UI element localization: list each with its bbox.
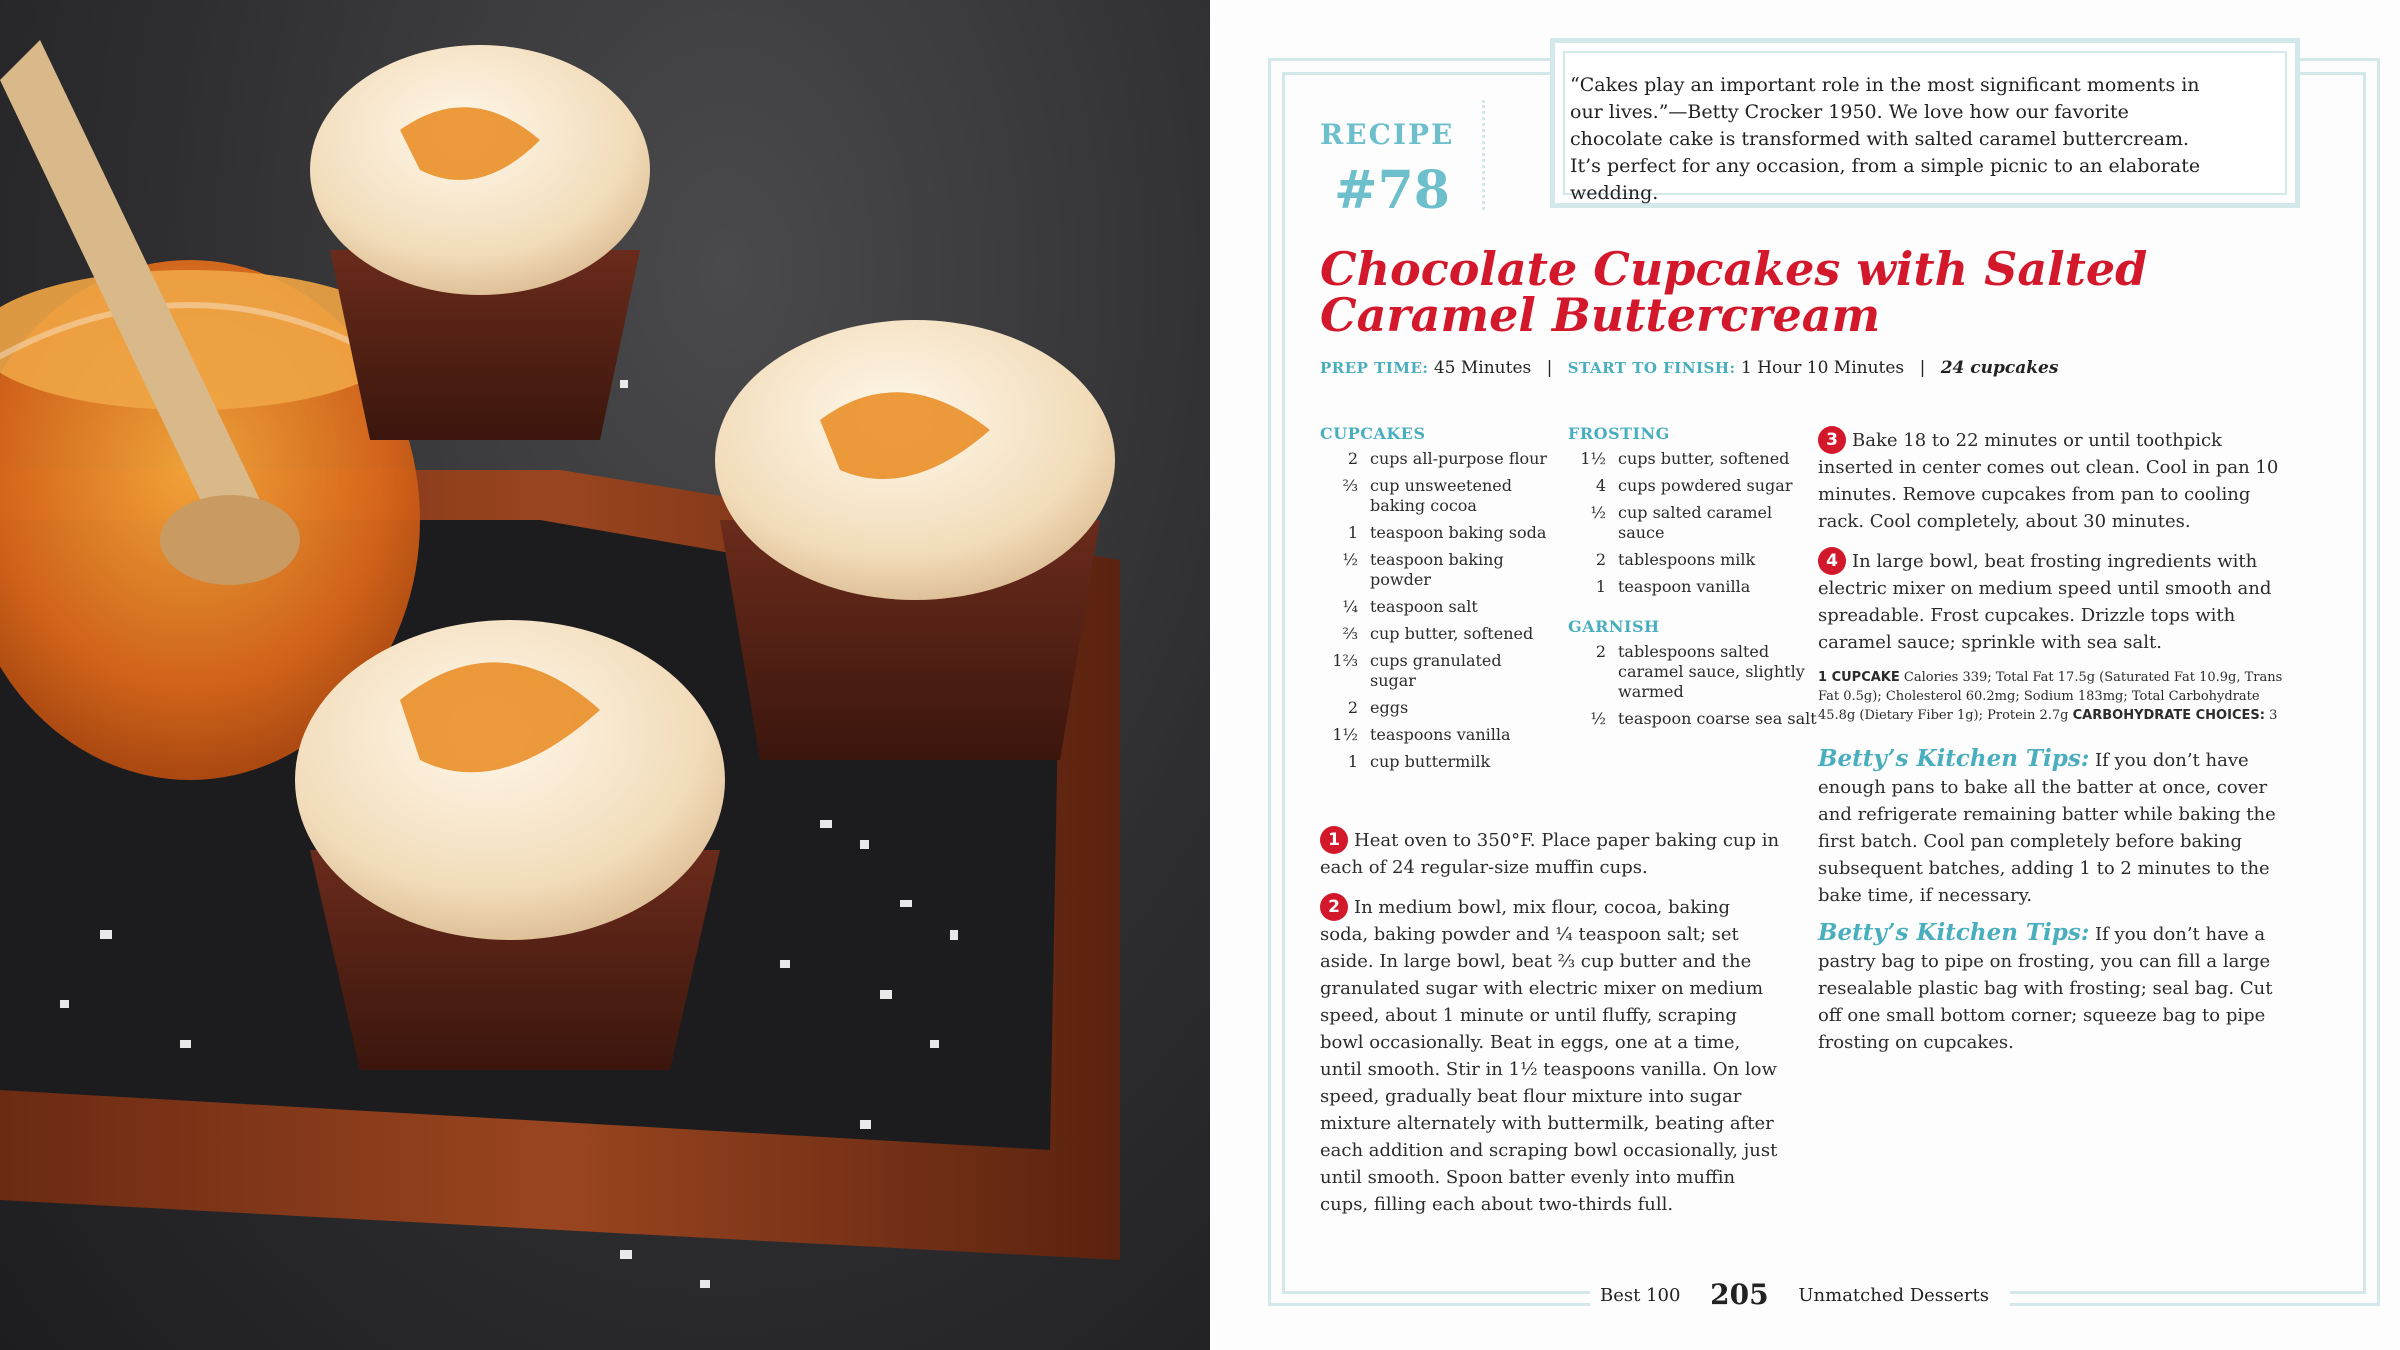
ingredient-text: teaspoon vanilla: [1618, 577, 1751, 596]
ingredient-row: [1568, 503, 1818, 543]
nutrition-label: 1 CUPCAKE: [1818, 670, 1900, 685]
ingredient-text: cup butter, softened: [1370, 624, 1534, 643]
ingredient-text: cups butter, softened: [1618, 449, 1790, 468]
cupcakes-ingredients: [1320, 424, 1550, 779]
ingredient-qty: ½: [1590, 709, 1606, 728]
step-number-badge: 4: [1818, 547, 1846, 575]
ingredient-text: teaspoon baking powder: [1370, 550, 1504, 589]
ingredient-row: [1568, 642, 1818, 702]
finish-time-value: 1 Hour 10 Minutes: [1741, 358, 1905, 378]
ingredient-row: [1320, 752, 1550, 772]
ingredient-qty: 2: [1347, 449, 1358, 468]
cupcake-back: [310, 45, 650, 440]
page-footer: [1600, 1278, 1989, 1311]
ingredient-qty: 1⅔: [1332, 651, 1358, 670]
meta-separator: |: [1546, 358, 1553, 378]
ingredient-qty: 2: [1595, 550, 1606, 569]
step-number-badge: 2: [1320, 893, 1348, 921]
tip-text: If you don’t have a pastry bag to pipe on frosting, you can fill a large resealable plastic bag with frosting; seal bag. Cut off one small bottom corner; squeeze bag to pipe frosting on cupcakes.: [1818, 924, 2273, 1053]
frosting-heading: FROSTING: [1568, 424, 1670, 443]
ingredient-qty: 2: [1347, 698, 1358, 717]
tip-heading: Betty’s Kitchen Tips:: [1818, 745, 2090, 772]
dotted-divider: [1482, 100, 1485, 210]
step-text: In medium bowl, mix flour, cocoa, baking soda, baking powder and ¼ teaspoon salt; set aside. In large bowl, beat ⅔ cup butter and the granulated sugar with electric mixer on medium speed, about 1 minute or until fluffy, scraping bowl occasionally. Beat in eggs, one at a time, until smooth. Stir in 1½ teaspoons vanilla. On low speed, gradually beat flour mixture into sugar mixture alternately with buttermilk, beating after each addition and scraping bowl occasionally, just until smooth. Spoon batter evenly into muffin cups, filling each about two-thirds full.: [1320, 897, 1778, 1215]
recipe-page: [1210, 0, 2400, 1350]
ingredient-row: [1568, 709, 1818, 729]
spoon-bowl: [160, 495, 300, 585]
ingredient-row: [1568, 577, 1818, 597]
ingredient-text: cup salted caramel sauce: [1618, 503, 1773, 542]
meta-separator: |: [1919, 358, 1926, 378]
ingredient-qty: ⅔: [1342, 624, 1358, 643]
tip-heading: Betty’s Kitchen Tips:: [1818, 919, 2090, 946]
cupcake-front: [295, 620, 725, 1070]
ingredient-qty: ¼: [1342, 597, 1358, 616]
prep-time-label: PREP TIME:: [1320, 359, 1429, 377]
recipe-label: RECIPE: [1320, 118, 1455, 151]
finish-time-label: START TO FINISH:: [1567, 359, 1736, 377]
step-2: [1320, 893, 1780, 1218]
ingredient-qty: ⅔: [1342, 476, 1358, 495]
frosting-garnish-ingredients: [1568, 424, 1818, 736]
ingredient-row: [1320, 651, 1550, 691]
step-1: [1320, 826, 1780, 881]
page-number: 205: [1710, 1278, 1769, 1311]
ingredient-text: teaspoons vanilla: [1370, 725, 1511, 744]
ingredient-text: cups powdered sugar: [1618, 476, 1793, 495]
recipe-meta: [1320, 358, 2058, 378]
kitchen-tip-1: [1818, 745, 2298, 909]
ingredient-qty: 1: [1347, 523, 1358, 542]
ingredient-text: teaspoon salt: [1370, 597, 1478, 616]
ingredient-qty: 1: [1595, 577, 1606, 596]
carb-choices-label: CARBOHYDRATE CHOICES:: [2072, 708, 2265, 723]
ingredient-row: [1320, 624, 1550, 644]
ingredient-text: teaspoon coarse sea salt: [1618, 709, 1817, 728]
ingredient-qty: 4: [1595, 476, 1606, 495]
intro-quote: “Cakes play an important role in the most significant moments in our lives.”—Betty Crocker 1950. We love how our favorite chocolate cake is transformed with salted caramel buttercream. It’s perfect for any occasion, from a simple picnic to an elaborate wedding.: [1570, 74, 2201, 204]
steps-left-column: [1320, 826, 1780, 1230]
ingredient-text: cup unsweetened baking cocoa: [1370, 476, 1512, 515]
garnish-heading: GARNISH: [1568, 617, 1660, 636]
ingredient-qty: 2: [1595, 642, 1606, 661]
ingredient-row: [1320, 597, 1550, 617]
ingredient-qty: ½: [1590, 503, 1606, 522]
ingredient-text: eggs: [1370, 698, 1409, 717]
ingredient-qty: ½: [1342, 550, 1358, 569]
footer-book-title: Best 100: [1600, 1285, 1681, 1306]
ingredient-row: [1568, 449, 1818, 469]
step-3: [1818, 426, 2298, 535]
ingredient-row: [1320, 550, 1550, 590]
ingredient-text: tablespoons salted caramel sauce, slightly warmed: [1618, 642, 1805, 701]
step-text: In large bowl, beat frosting ingredients with electric mixer on medium speed until smooth and spreadable. Frost cupcakes. Drizzle tops with caramel sauce; sprinkle with sea salt.: [1818, 551, 2272, 653]
ingredient-row: [1320, 698, 1550, 718]
step-text: Bake 18 to 22 minutes or until toothpick inserted in center comes out clean. Cool in pan 10 minutes. Remove cupcakes from pan to cooling rack. Cool completely, about 30 minutes.: [1818, 430, 2279, 532]
cupcake-right: [715, 320, 1115, 760]
ingredient-text: cups granulated sugar: [1370, 651, 1502, 690]
cupcakes-heading: CUPCAKES: [1320, 424, 1426, 443]
step-number-badge: 3: [1818, 426, 1846, 454]
ingredient-text: cup buttermilk: [1370, 752, 1491, 771]
ingredient-text: teaspoon baking soda: [1370, 523, 1547, 542]
recipe-yield: 24 cupcakes: [1940, 358, 2059, 378]
footer-section: Unmatched Desserts: [1798, 1285, 1990, 1306]
steps-right-column: [1818, 426, 2298, 1066]
recipe-number: #78: [1334, 160, 1450, 221]
nutrition-info: [1818, 668, 2298, 725]
ingredient-row: [1320, 523, 1550, 543]
ingredient-row: [1568, 550, 1818, 570]
ingredient-qty: 1: [1347, 752, 1358, 771]
ingredient-row: [1320, 476, 1550, 516]
kitchen-tip-2: [1818, 919, 2298, 1056]
ingredient-qty: 1½: [1332, 725, 1358, 744]
step-number-badge: 1: [1320, 826, 1348, 854]
ingredient-text: cups all-purpose flour: [1370, 449, 1548, 468]
ingredient-row: [1320, 449, 1550, 469]
prep-time-value: 45 Minutes: [1433, 358, 1532, 378]
tip-text: If you don’t have enough pans to bake all the batter at once, cover and refrigerate remaining batter while baking the first batch. Cool pan completely before baking subsequent batches, adding 1 to 2 minutes to the bake time, if necessary.: [1818, 750, 2276, 906]
step-4: [1818, 547, 2298, 656]
step-text: Heat oven to 350°F. Place paper baking cup in each of 24 regular-size muffin cups.: [1320, 830, 1780, 878]
ingredient-row: [1320, 725, 1550, 745]
nutrition-text: Calories 339; Total Fat 17.5g (Saturated Fat 10.9g, Trans Fat 0.5g); Cholesterol 60.2mg; Sodium 183mg; Total Carbohydrate 45.8g (Dietary Fiber 1g); Protein 2.7g: [1818, 670, 2283, 723]
carb-choices-value: 3: [2269, 708, 2278, 723]
recipe-title: Chocolate Cupcakes with Salted Caramel Buttercream: [1320, 242, 2148, 342]
ingredient-row: [1568, 476, 1818, 496]
ingredient-text: tablespoons milk: [1618, 550, 1756, 569]
ingredient-qty: 1½: [1580, 449, 1606, 468]
